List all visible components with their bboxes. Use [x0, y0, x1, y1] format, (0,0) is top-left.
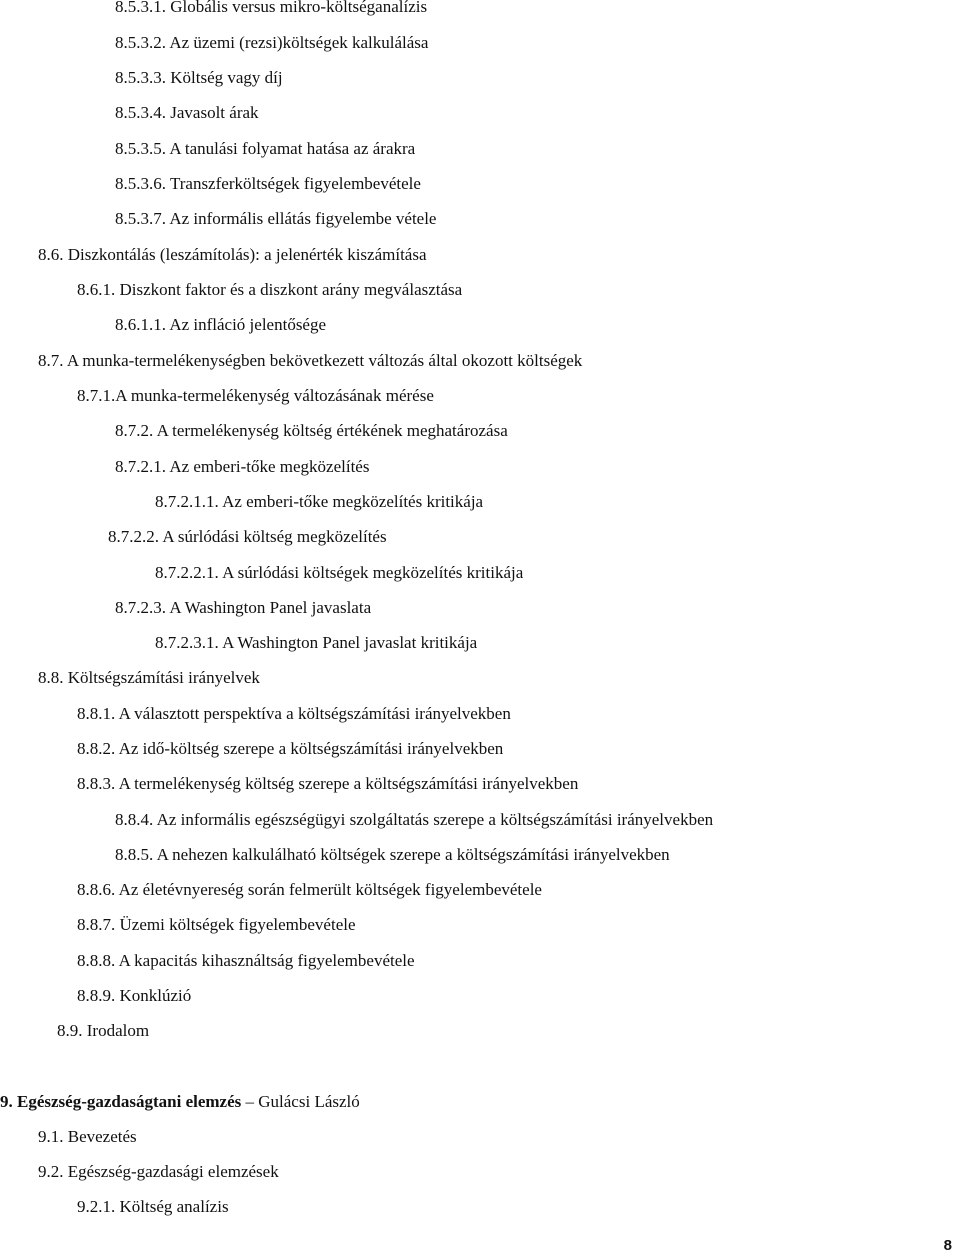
toc-line-8-6-1-1: [115, 314, 326, 336]
toc-number: 8.7.2.: [115, 421, 154, 440]
toc-title: Bevezetés: [67, 1127, 137, 1146]
toc-number: 8.8.8.: [77, 951, 116, 970]
toc-title: A tanulási folyamat hatása az árakra: [169, 139, 416, 158]
chapter-heading: [0, 1091, 360, 1113]
toc-line-8-8-5: [115, 844, 670, 866]
toc-line-8-7-2-1-1: [155, 491, 483, 513]
toc-line-8-8-9: [77, 985, 191, 1007]
toc-title: Irodalom: [86, 1021, 150, 1040]
toc-number: 9.1.: [38, 1127, 64, 1146]
toc-title: A munka-termelékenység változásának mérése: [115, 386, 434, 405]
toc-line-8-7-2-3: [115, 597, 371, 619]
toc-number: 8.9.: [57, 1021, 83, 1040]
toc-number: 8.5.3.6.: [115, 174, 166, 193]
toc-number: 8.5.3.5.: [115, 139, 166, 158]
toc-number: 8.8.2.: [77, 739, 116, 758]
toc-number: 8.6.: [38, 245, 64, 264]
toc-title: Költség vagy díj: [170, 68, 283, 87]
toc-title: Transzferköltségek figyelembevétele: [169, 174, 421, 193]
toc-line-8-5-3-3: [115, 67, 283, 89]
toc-title: A Washington Panel javaslata: [169, 598, 372, 617]
toc-number: 8.7.2.1.1.: [155, 492, 219, 511]
toc-number: 8.7.1.: [77, 386, 116, 405]
toc-number: 8.5.3.4.: [115, 103, 166, 122]
toc-line-8-9: [57, 1020, 149, 1042]
toc-line-8-6-1: [77, 279, 462, 301]
toc-title: Költség analízis: [119, 1197, 229, 1216]
toc-line-8-7-2-2: [108, 526, 387, 548]
toc-title: Az életévnyereség során felmerült költségek figyelembevétele: [118, 880, 542, 899]
toc-title: Költségszámítási irányelvek: [67, 668, 260, 687]
toc-line-8-5-3-7: [115, 208, 436, 230]
toc-number: 8.5.3.2.: [115, 33, 166, 52]
page-number: 8: [943, 1237, 952, 1254]
toc-line-8-5-3-2: [115, 32, 428, 54]
toc-title: Konklúzió: [119, 986, 192, 1005]
toc-title: A munka-termelékenységben bekövetkezett változás által okozott költségek: [66, 351, 583, 370]
toc-number: 8.7.2.2.1.: [155, 563, 219, 582]
toc-line-8-7-2-2-1: [155, 562, 523, 584]
toc-number: 8.8.1.: [77, 704, 116, 723]
toc-number: 8.7.2.3.: [115, 598, 166, 617]
toc-title: A súrlódási költség megközelítés: [162, 527, 387, 546]
toc-line-8-8-8: [77, 950, 415, 972]
toc-line-8-8-3: [77, 773, 578, 795]
toc-line-8-8-6: [77, 879, 542, 901]
toc-line-8-5-3-1: [115, 0, 427, 18]
toc-number: 8.8.9.: [77, 986, 116, 1005]
toc-number: 8.8.: [38, 668, 64, 687]
toc-number: 8.6.1.: [77, 280, 116, 299]
toc-number: 8.5.3.3.: [115, 68, 166, 87]
toc-number: 8.6.1.1.: [115, 315, 166, 334]
toc-title: A termelékenység költség értékének meghatározása: [156, 421, 508, 440]
toc-line-8-8-2: [77, 738, 503, 760]
toc-title: A termelékenység költség szerepe a költségszámítási irányelvekben: [118, 774, 579, 793]
toc-line-8-7-2: [115, 420, 508, 442]
toc-line-9-2: [38, 1161, 279, 1183]
toc-line-8-7-2-3-1: [155, 632, 477, 654]
toc-number: 8.8.3.: [77, 774, 116, 793]
toc-title: A kapacitás kihasználtság figyelembevétele: [118, 951, 415, 970]
toc-title: A nehezen kalkulálható költségek szerepe a költségszámítási irányelvekben: [156, 845, 670, 864]
toc-number: 8.7.2.1.: [115, 457, 166, 476]
toc-title: Az üzemi (rezsi)költségek kalkulálása: [169, 33, 429, 52]
toc-line-8-8-7: [77, 914, 356, 936]
toc-title: Globális versus mikro-költséganalízis: [170, 0, 428, 16]
toc-number: 8.7.2.3.1.: [155, 633, 219, 652]
toc-number: 8.7.: [38, 351, 64, 370]
toc-number: 9.2.1.: [77, 1197, 116, 1216]
toc-number: 8.8.4.: [115, 810, 154, 829]
toc-title: Diszkontálás (leszámítolás): a jelenérték kiszámítása: [67, 245, 427, 264]
toc-number: 8.5.3.1.: [115, 0, 166, 16]
toc-number: 8.8.7.: [77, 915, 116, 934]
chapter-separator: –: [241, 1092, 259, 1111]
toc-line-9-1: [38, 1126, 137, 1148]
toc-title: Az informális egészségügyi szolgáltatás szerepe a költségszámítási irányelvekben: [156, 810, 714, 829]
toc-line-8-5-3-4: [115, 102, 259, 124]
toc-title: Az infláció jelentősége: [169, 315, 327, 334]
chapter-title: 9. Egészség-gazdaságtani elemzés: [0, 1092, 242, 1111]
toc-number: 8.5.3.7.: [115, 209, 166, 228]
toc-line-8-5-3-6: [115, 173, 421, 195]
toc-title: Üzemi költségek figyelembevétele: [119, 915, 356, 934]
toc-line-9-2-1: [77, 1196, 229, 1218]
toc-line-8-7-2-1: [115, 456, 369, 478]
toc-title: Az idő-költség szerepe a költségszámítási irányelvekben: [118, 739, 504, 758]
toc-line-8-6: [38, 244, 427, 266]
toc-number: 8.8.5.: [115, 845, 154, 864]
toc-line-8-8: [38, 667, 260, 689]
toc-title: Diszkont faktor és a diszkont arány megválasztása: [119, 280, 463, 299]
toc-title: A súrlódási költségek megközelítés kritikája: [222, 563, 524, 582]
toc-title: A Washington Panel javaslat kritikája: [222, 633, 478, 652]
chapter-author: Gulácsi László: [258, 1092, 360, 1111]
toc-title: Javasolt árak: [170, 103, 259, 122]
toc-title: Az emberi-tőke megközelítés kritikája: [222, 492, 484, 511]
toc-line-8-8-4: [115, 809, 713, 831]
toc-line-8-7-1: [77, 385, 434, 407]
toc-line-8-7: [38, 350, 582, 372]
toc-number: 8.8.6.: [77, 880, 116, 899]
toc-title: Egészség-gazdasági elemzések: [67, 1162, 279, 1181]
toc-title: Az informális ellátás figyelembe vétele: [169, 209, 437, 228]
toc-line-8-8-1: [77, 703, 511, 725]
toc-title: Az emberi-tőke megközelítés: [169, 457, 370, 476]
toc-number: 8.7.2.2.: [108, 527, 159, 546]
toc-title: A választott perspektíva a költségszámítási irányelvekben: [118, 704, 511, 723]
toc-number: 9.2.: [38, 1162, 64, 1181]
toc-line-8-5-3-5: [115, 138, 415, 160]
